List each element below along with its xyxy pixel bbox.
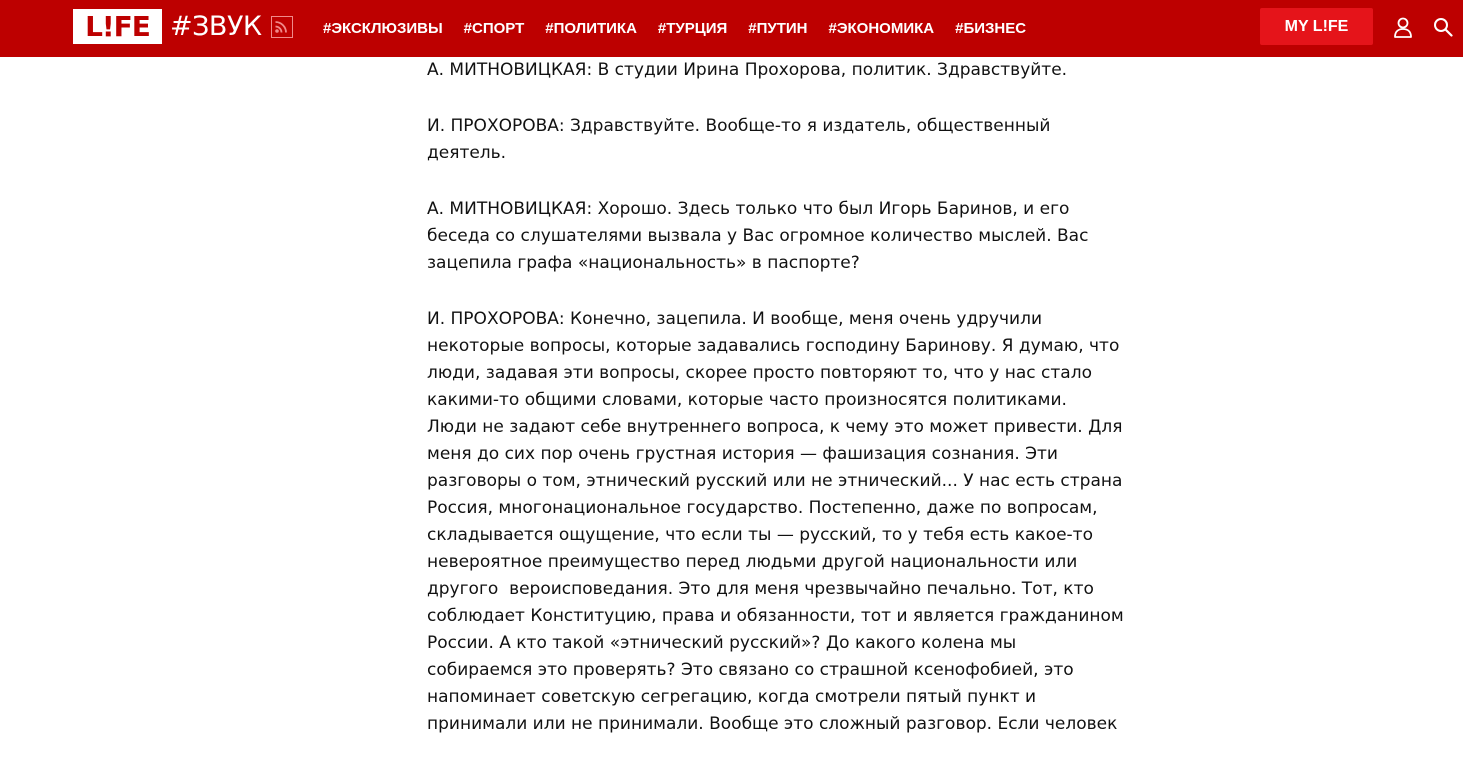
nav-item-turkey[interactable]: #ТУРЦИЯ	[657, 20, 728, 37]
rss-icon[interactable]	[271, 16, 293, 38]
nav-item-exclusives[interactable]: #ЭКСКЛЮЗИВЫ	[323, 20, 443, 37]
interview-paragraph: И. ПРОХОРОВА: Здравствуйте. Вообще-то я издатель, общественный деятель.	[427, 116, 1051, 163]
main-nav	[323, 0, 1047, 57]
interview-paragraph: А. МИТНОВИЦКАЯ: Хорошо. Здесь только что был Игорь Баринов, и его беседа со слушателями вызвала у Вас огромное количество мыслей. Вас зацепила графа «национальность» в паспорте?	[427, 199, 1089, 273]
nav-item-economy[interactable]: #ЭКОНОМИКА	[828, 20, 935, 37]
site-logo[interactable]: L!FE	[73, 9, 162, 44]
site-header	[0, 0, 1463, 57]
nav-item-sport[interactable]: #СПОРТ	[463, 20, 525, 37]
interview-paragraph: И. ПРОХОРОВА: Конечно, зацепила. И вообще, меня очень удручили некоторые вопросы, которые задавались господину Баринову. Я думаю, что люди, задавая эти вопросы, скорее просто повторяют то, что у нас стало какими-то общими словами, которые часто произносятся политиками. Люди не задают себе внутреннего вопроса, к чему это может привести. Для меня до сих пор очень грустная история — фашизация сознания. Эти разговоры о том, этнический русский или не этнический... У нас есть страна Россия, многонациональное государство. Постепенно, даже по вопросам, складывается ощущение, что если ты — русский, то у тебя есть какое-то невероятное преимущество перед людьми другой национальности или другого вероисповедания. Это для меня чрезвычайно печально. Тот, кто соблюдает Конституцию, права и обязанности, тот и является гражданином России. А кто такой «этнический русский»? До какого колена мы собираемся это проверять? Это связано со страшной ксенофобией, это напоминает советскую сегрегацию, когда смотрели пятый пункт и принимали или не принимали. Вообще это сложный разговор. Если человек	[427, 309, 1124, 734]
section-title[interactable]: #ЗВУК	[170, 11, 262, 42]
interview-paragraph: А. МИТНОВИЦКАЯ: В студии Ирина Прохорова, политик. Здравствуйте.	[427, 60, 1068, 80]
my-life-button[interactable]: MY L!FE	[1260, 8, 1373, 45]
nav-item-politics[interactable]: #ПОЛИТИКА	[545, 20, 637, 37]
nav-item-business[interactable]: #БИЗНЕС	[955, 20, 1027, 37]
article-body	[427, 57, 1127, 767]
search-icon[interactable]	[1433, 17, 1453, 37]
user-icon[interactable]	[1392, 16, 1414, 38]
nav-item-putin[interactable]: #ПУТИН	[748, 20, 808, 37]
